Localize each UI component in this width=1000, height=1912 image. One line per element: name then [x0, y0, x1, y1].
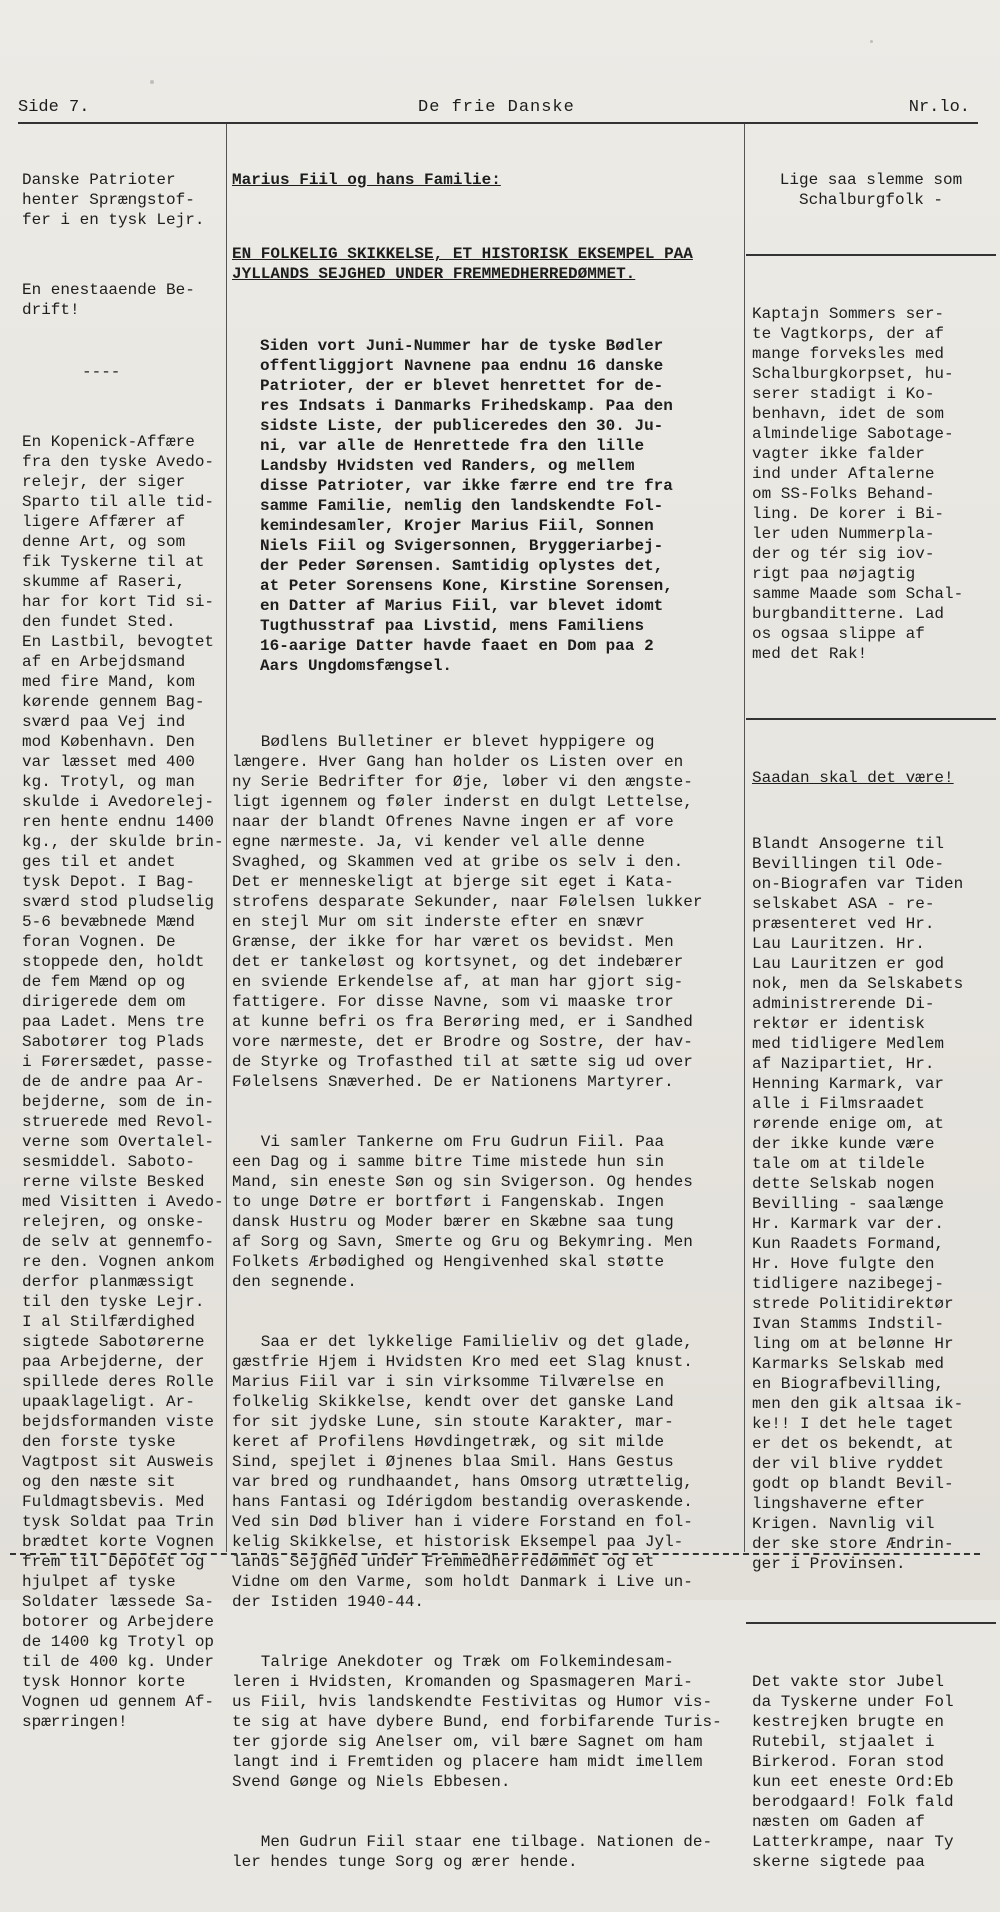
separator-dash: ---- [82, 363, 121, 381]
ink-speck [150, 80, 154, 84]
article-body: En Kopenick-Affære fra den tyske Avedo- relejr, der siger Sparto til alle tid- ligere Affærer af denne Art, og som fik Tyskerne til at skumme af Raseri, har for kort Tid si- den fundet Sted. En Lastbil, bevogtet af en Arbejdsmand med fire Mand, kom kørende gennem Bag- sværd paa Vej ind mod København. Den var læsset med 400 kg. Trotyl, og man skulde i Avedorelej- ren hente endnu 1400 kg., der skulde brin- ges til et andet tysk Depot. I Bag- sværd stod pludselig 5-6 bevæbnede Mænd foran Vognen. De stoppede den, holdt de fem Mænd op og dirigerede dem om paa Ladet. Mens tre Sabotører tog Plads i Førersædet, passe- de de andre paa Ar- bejderne, som de in- struerede med Revol- verne som Overtalel- sesmiddel. Saboto- rerne vilste Besked med Visitten i Avedo- relejren, og onske- de selv at gennemfo- re den. Vognen ankom derfor planmæssigt til den tyske Lejr. I al Stilfærdighed sigtede Sabotørerne paa Arbejderne, der spillede deres Rolle upaaklageligt. Ar- bejdsformanden viste den forste tyske Vagtpost sit Ausweis og den næste sit Fuldmagtsbevis. Med tysk Soldat paa Trin brædtet korte Vognen frem til Depotet og hjulpet af tyske Soldater læssede Sa- botorer og Arbejdere de 1400 kg Trotyl op til de 400 kg. Under tysk Honnor korte Vognen ud gennem Af- spærringen! [22, 433, 224, 1731]
header-rule [18, 122, 978, 124]
sidebar-headline-2: Saadan skal det være! [752, 769, 954, 787]
newspaper-title: De frie Danske [418, 98, 575, 117]
column-left [22, 130, 227, 1782]
sidebar-article-2: Blandt Ansogerne til Bevillingen til Ode- on-Biografen var Tiden selskabet ASA - re- præsenteret ved Hr. Lau Lauritzen. Hr. Lau Lauritzen er god nok, men da Selskabets administrerende Di- rektør er identisk med tidligere Medlem af Nazipartiet, Hr. Henning Karmark, var alle i Filmsraadet rørende enige om, at der ikke kunde være tale om at tildele dette Selskab nogen Bevilling - saalænge Hr. Karmark var der. Kun Raadets Formand, Hr. Hove fulgte den tidligere nazibegej- strede Politidirektør Ivan Stamms Indstil- ling om at belønne Hr Karmarks Selskab med en Biografbevilling, men den gik altsaa ik- ke!! I det hele taget er det os bekendt, at der vil blive ryddet godt op blandt Bevil- lingshaverne efter Krigen. Navnlig vil der ske store Ændrin- ger i Provinsen. [752, 835, 964, 1573]
section-rule [746, 254, 996, 256]
page-number: Side 7. [18, 98, 90, 117]
footer-rule [10, 1553, 980, 1555]
section-rule [746, 718, 996, 720]
page-header [18, 98, 970, 122]
main-article-title: Marius Fiil og hans Familie: [232, 171, 501, 189]
column-main [232, 130, 742, 1912]
sidebar-headline-1: Lige saa slemme som Schalburgfolk - [779, 171, 963, 209]
issue-number: Nr.lo. [908, 98, 970, 117]
sidebar-article-3: Det vakte stor Jubel da Tyskerne under Fol kestrejken brugte en Rutebil, stjaalet i Birkerod. Foran stod kun eet eneste Ord:Eb berodgaard! Folk fald næsten om Gaden af Latterkrampe, naar Ty skerne sigtede paa [752, 1673, 954, 1871]
main-paragraph-4: Talrige Anekdoter og Træk om Folkemindesam- leren i Hvidsten, Kromanden og Spasmageren Mari- us Fiil, hvis landskendte Festivitas og Humor vis- te sig at have dybere Bund, end forbifarende Turis- ter gjorde sig Anelser om, vil bære Sagnet om ham langt ind i Fremtiden og placere ham midt imellem Svend Gønge og Niels Ebbesen. [232, 1653, 722, 1791]
section-rule [746, 1622, 996, 1624]
ink-speck [870, 40, 873, 43]
sidebar-article-1: Kaptajn Sommers ser- te Vagtkorps, der af mange forveksles med Schalburgkorpset, hu- serer stadigt i Ko- benhavn, idet de som almindelige Sabotage- vagter ikke falder ind under Aftalerne om SS-Folks Behand- ling. De korer i Bi- ler uden Nummerpla- der og tér sig iov- rigt paa nøjagtig samme Maade som Schal- burgbanditterne. Lad os ogsaa slippe af med det Rak! [752, 305, 964, 663]
main-paragraph-2: Vi samler Tankerne om Fru Gudrun Fiil. Paa een Dag og i samme bitre Time mistede hun sin Mand, sin eneste Søn og sin Svigerson. Og hendes to unge Døtre er bortført i Fangenskab. Ingen dansk Hustru og Moder bærer en Skæbne saa tung af Sorg og Savn, Smerte og Gru og Bekymring. Men Folkets Ærbødighed og Hengivenhed skal støtte den segnende. [232, 1133, 693, 1291]
main-paragraph-3: Saa er det lykkelige Familieliv og det glade, gæstfrie Hjem i Hvidsten Kro med eet Slag knust. Marius Fiil var i sin virksomme Tilværelse en folkelig Skikkelse, kendt over det ganske Land for sit jydske Lune, sin stoute Karakter, mar- keret af Profilens Høvdingetræk, og sit milde Sind, spejlet i Øjnenes blaa Smil. Hans Gestus var bred og rundhaandet, hans Omsorg utrættelig, hans Fantasi og Idérigdom bestandig overaskende. Ved sin Død bliver han i videre Forstand en fol- kelig Skikkelse, et historisk Eksempel paa Jyl- lands Sejghed under Fremmedherredømmet og et Vidne om den Varme, som holdt Danmark i Live un- der Istiden 1940-44. [232, 1333, 693, 1611]
article-subheadline: En enestaaende Be- drift! [22, 281, 195, 319]
article-headline: Danske Patrioter henter Sprængstof- fer i en tysk Lejr. [22, 171, 205, 229]
main-article-subtitle: EN FOLKELIG SKIKKELSE, ET HISTORISK EKSEMPEL PAA JYLLANDS SEJGHED UNDER FREMMEDHERREDØMMET. [232, 245, 693, 283]
column-right [752, 130, 990, 1912]
main-article-lede: Siden vort Juni-Nummer har de tyske Bødler offentliggjort Navnene paa endnu 16 danske Patrioter, der er blevet henrettet for de- res Indsats i Danmarks Frihedskamp. Paa den sidste Liste, der publiceredes den 30. Ju- ni, var alle de Henrettede fra den lille Landsby Hvidsten ved Randers, og mellem disse Patrioter, var ikke færre end tre fra samme Familie, nemlig den landskendte Fol- kemindesamler, Krojer Marius Fiil, Sonnen Niels Fiil og Svigersonnen, Bryggeriarbej- der Peder Sørensen. Samtidig oplystes det, at Peter Sorensens Kone, Kirstine Sorensen, en Datter af Marius Fiil, var blevet idomt Tugthusstraf paa Livstid, mens Familiens 16-aarige Datter havde faaet en Dom paa 2 Aars Ungdomsfængsel. [260, 337, 673, 675]
main-paragraph-1: Bødlens Bulletiner er blevet hyppigere og længere. Hver Gang han holder os Listen over en ny Serie Bedrifter for Øje, løber vi den ængste- ligt igennem og føler inderst en dulgt Lettelse, naar der blandt Ofrenes Navne ingen er af vore egne nærmeste. Ja, vi kender vel alle denne Svaghed, og Skammen ved at gribe os selv i den. Det er menneskeligt at bjerge sit eget i Kata- strofens desparate Sekunder, naar Følelsen lukker en stejl Mur om sit inderste efter en snævr Grænse, der ikke for har været os bevidst. Men det er tankeløst og kortsynet, og det indebærer en sviende Erkendelse af, at man har gjort sig- fattigere. For disse Navne, som vi maaske tror at kunne befri os fra Berøring med, er i Sandhed vore nærmeste, det er Brodre og Sostre, der hav- de Styrke og Trofasthed til at sætte sig ud over Følelsens Snæverhed. De er Nationens Martyrer. [232, 733, 703, 1091]
main-paragraph-5: Men Gudrun Fiil staar ene tilbage. Nationen de- ler hendes tunge Sorg og ærer hende. [232, 1833, 713, 1871]
column-divider-right [744, 124, 745, 1552]
